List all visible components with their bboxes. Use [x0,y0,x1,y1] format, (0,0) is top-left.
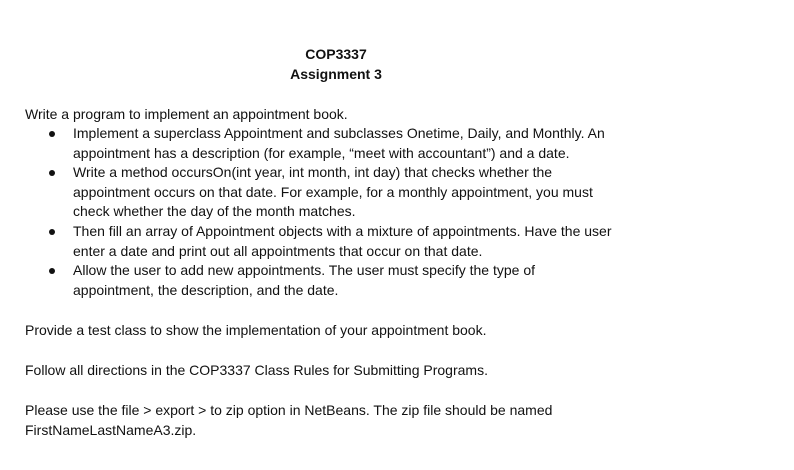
list-item [25,261,685,300]
list-item [25,163,685,222]
submission-line: FirstNameLastNameA3.zip. [25,422,197,438]
list-item [25,124,685,163]
list-item-line: enter a date and print out all appointments that occur on that date. [73,242,483,259]
class-rules-paragraph: Follow all directions in the COP3337 Class Rules for Submitting Programs. [25,362,488,378]
list-item-line: Then fill an array of Appointment objects with a mixture of appointments. Have the user [73,222,612,239]
list-item [25,222,685,261]
bullet-icon [49,170,55,176]
list-item-line: check whether the day of the month matches. [73,203,356,220]
assignment-title: Assignment 3 [290,66,382,82]
intro-paragraph: Write a program to implement an appointment book. [25,106,348,122]
requirements-list [25,124,685,300]
list-item-line: appointment occurs on that date. For example, for a monthly appointment, you must [73,183,593,200]
test-class-paragraph: Provide a test class to show the implementation of your appointment book. [25,322,487,338]
bullet-icon [49,229,55,235]
course-title: COP3337 [305,46,367,62]
list-item-line: appointment, the description, and the date. [73,281,339,298]
submission-paragraph [25,400,552,440]
list-item-line: Implement a superclass Appointment and subclasses Onetime, Daily, and Monthly. An [73,125,605,141]
list-item-line: appointment has a description (for example, “meet with accountant”) and a date. [73,144,570,161]
bullet-icon [49,131,55,137]
submission-line: Please use the file > export > to zip option in NetBeans. The zip file should be named [25,402,553,418]
list-item-line: Write a method occursOn(int year, int month, int day) that checks whether the [73,164,553,181]
bullet-icon [49,268,55,274]
list-item-line: Allow the user to add new appointments. The user must specify the type of [73,262,535,279]
